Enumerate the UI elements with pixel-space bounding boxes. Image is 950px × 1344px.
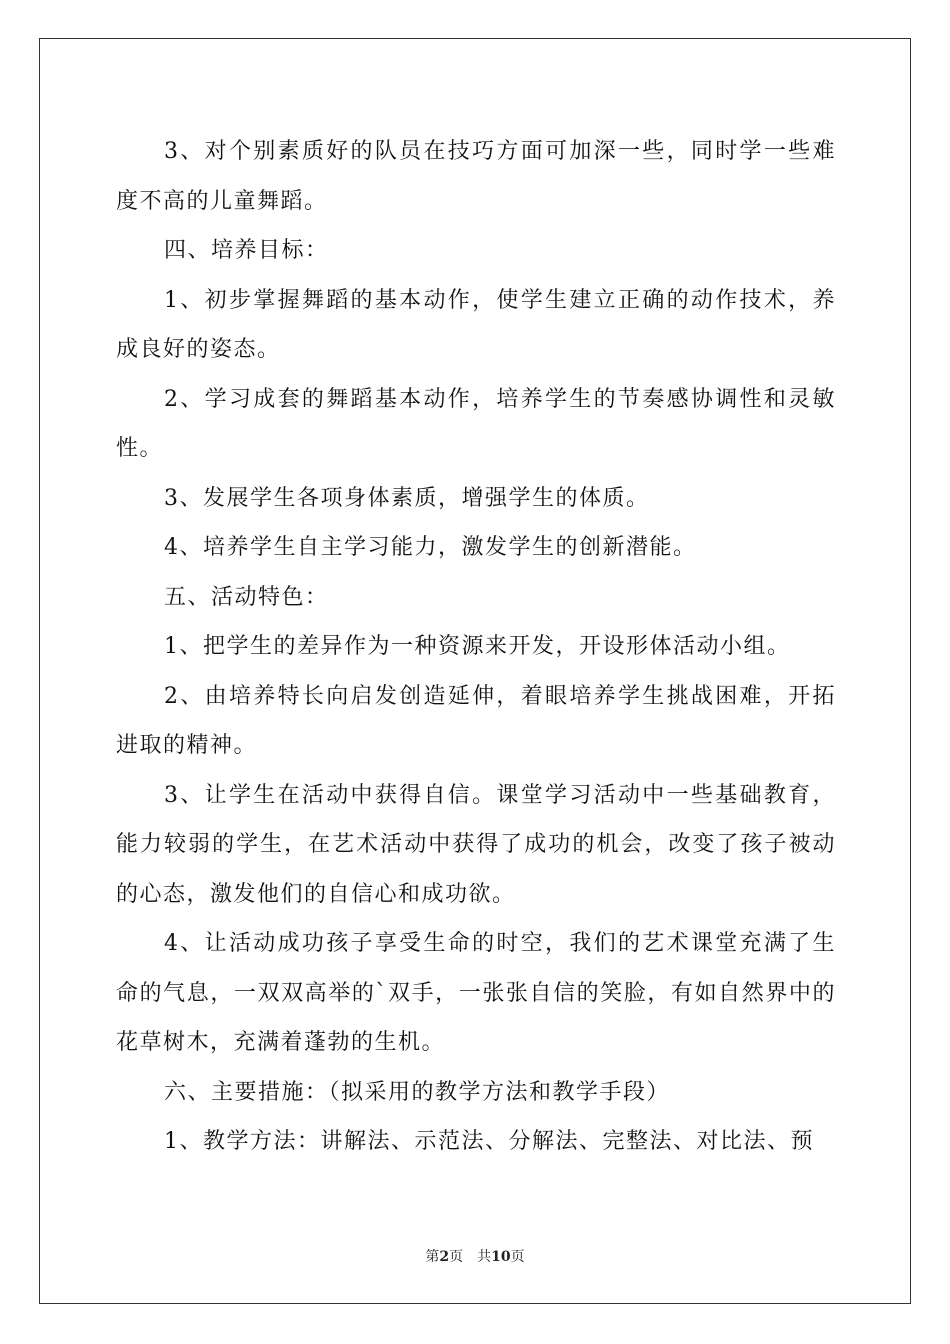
page-number-unit: 页	[449, 1249, 464, 1265]
page-number-current: 2	[439, 1249, 450, 1265]
page-number-prefix: 第	[425, 1249, 440, 1265]
page-total-unit: 页	[510, 1249, 525, 1265]
document-body	[116, 127, 836, 1167]
paragraph: 3、对个别素质好的队员在技巧方面可加深一些，同时学一些难度不高的儿童舞蹈。	[116, 139, 836, 214]
section-heading: 四、培养目标：	[164, 238, 329, 263]
paragraph: 4、让活动成功孩子享受生命的时空，我们的艺术课堂充满了生命的气息，一双双高举的`双手，一张张自信的笑脸，有如自然界中的花草树木，充满着蓬勃的生机。	[116, 931, 836, 1055]
paragraph: 1、初步掌握舞蹈的基本动作，使学生建立正确的动作技术，养成良好的姿态。	[116, 287, 836, 362]
paragraph: 2、由培养特长向启发创造延伸，着眼培养学生挑战困难，开拓进取的精神。	[116, 683, 836, 758]
section-heading: 五、活动特色：	[164, 584, 329, 610]
paragraph: 3、让学生在活动中获得自信。课堂学习活动中一些基础教育，能力较弱的学生，在艺术活动中获得了成功的机会，改变了孩子被动的心态，激发他们的自信心和成功欲。	[116, 782, 836, 907]
section-heading: 六、主要措施：（拟采用的教学方法和教学手段）	[164, 1079, 671, 1105]
page-footer	[0, 1246, 950, 1266]
paragraph: 1、教学方法：讲解法、示范法、分解法、完整法、对比法、预	[164, 1129, 814, 1154]
page-number-total: 10	[491, 1249, 511, 1265]
paragraph: 2、学习成套的舞蹈基本动作，培养学生的节奏感协调性和灵敏性。	[116, 386, 836, 461]
paragraph: 4、培养学生自主学习能力，激发学生的创新潜能。	[164, 535, 697, 560]
paragraph: 1、把学生的差异作为一种资源来开发，开设形体活动小组。	[164, 634, 791, 659]
page-total-prefix: 共	[477, 1249, 492, 1265]
paragraph: 3、发展学生各项身体素质，增强学生的体质。	[164, 485, 650, 511]
